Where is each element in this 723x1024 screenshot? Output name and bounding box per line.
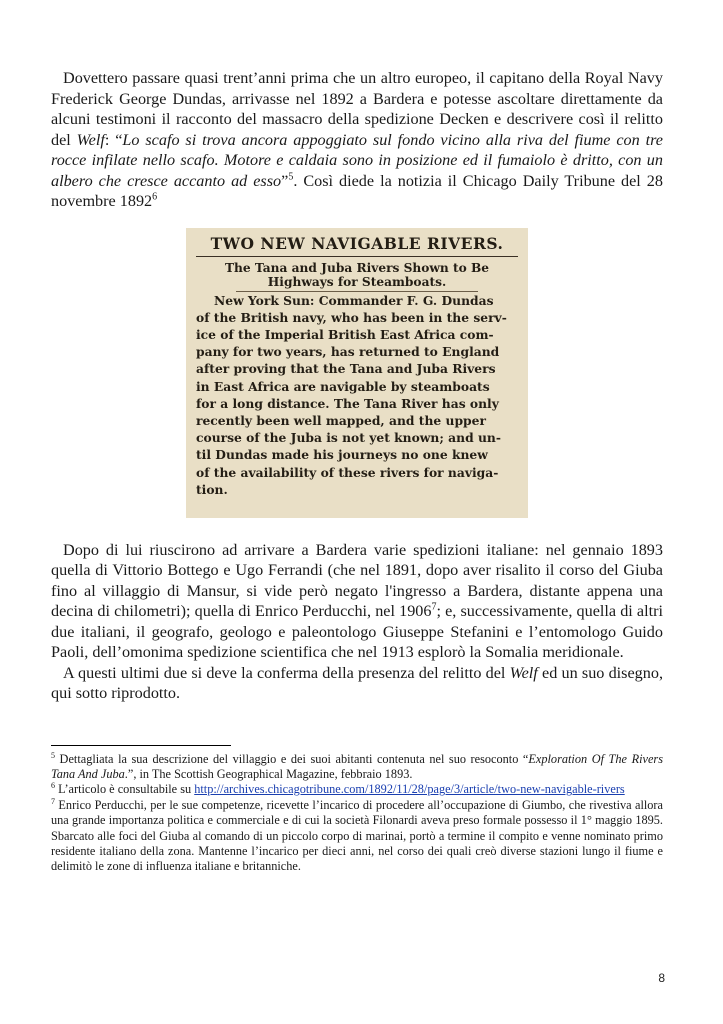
footnote-text: L’articolo è consultabile su	[55, 782, 195, 797]
para3-text: ed un suo disegno, qui sotto riprodotto.	[51, 663, 663, 702]
footnote-text: .”, in The Scottish Geographical Magazine, febbraio 1893.	[124, 766, 413, 781]
clipping-line: of the British navy, who has been in the serv-	[196, 309, 507, 325]
clipping-subhead-line: The Tana and Juba Rivers Shown to Be	[224, 260, 490, 275]
footnote-7	[51, 798, 663, 875]
clipping-headline: TWO NEW NAVIGABLE RIVERS.	[196, 234, 518, 257]
page-number: 8	[658, 971, 665, 985]
clipping-line: New York Sun: Commander F. G. Dundas	[214, 292, 494, 308]
paragraph-expeditions	[51, 540, 663, 663]
archive-link[interactable]: http://archives.chicagotribune.com/1892/11/28/page/3/article/two-new-navigable-rivers	[194, 782, 625, 797]
footnotes	[51, 752, 663, 875]
clipping-line: pany for two years, has returned to England	[196, 344, 500, 360]
clipping-subhead-line: Highways for Steamboats.	[267, 274, 447, 289]
footnote-text: Dettagliata la sua descrizione del villaggio e dei suoi abitanti contenuta nel suo resoconto “	[55, 751, 529, 766]
footnote-ref-6[interactable]: 6	[152, 191, 158, 203]
dundas-quote: Lo scafo si trova ancora appoggiato sul fondo vicino alla riva del fiume con tre rocce infilate nello scafo. Motore e caldaia sono in posizione ed il fumaiolo è dritto, con un albero che cresce accanto ad esso	[51, 130, 663, 190]
ship-name: Welf	[509, 663, 538, 682]
footnote-text: Enrico Perducchi, per le sue competenze, ricevette l’incarico di procedere all’occupazione di Giumbo, che rivestiva allora una grande importanza politica e commerciale e di cui la società Filonardi aveva preso formale possesso il 1° maggio 1895. Sbarcato alle foci del Giuba al comando di un piccolo corpo di marinai, portò a termine il compito e venne nominato primo residente italiano della zona. Mantenne l’incarico per dieci anni, nel corso dei quali creò diverse stazioni lungo il fiume e delimitò le zone di influenza italiane e britanniche.	[51, 797, 663, 874]
clipping-line: recently been well mapped, and the upper	[196, 412, 486, 428]
clipping-line: for a long distance. The Tana River has only	[196, 395, 499, 411]
newspaper-clipping-image	[186, 228, 528, 518]
paragraph-drawing	[51, 663, 663, 704]
clipping-line: in East Africa are navigable by steamboats	[196, 378, 490, 394]
clipping-subhead	[224, 260, 490, 292]
clipping-line: course of the Juba is not yet known; and un-	[196, 430, 501, 446]
para1-text: : “	[104, 130, 123, 149]
para1-text: ”	[281, 171, 289, 190]
para1-text: . Così diede la notizia il Chicago Daily Tribune del 28 novembre 1892	[51, 171, 663, 210]
footnote-number: 5	[51, 750, 55, 760]
clipping-line: of the availability of these rivers for naviga-	[196, 464, 499, 480]
para1-text: Dovettero passare quasi trent’anni prima che un altro europeo, il capitano della Royal Navy Frederick George Dundas, arrivasse nel 1892 a Bardera e potesse ascoltare direttamente da alcuni testimoni il racconto del massacro della spedizione Decken e descrivere così il relitto del	[51, 69, 663, 149]
footnote-6	[51, 782, 663, 797]
clipping-line: tion.	[196, 481, 228, 497]
clipping-line: after proving that the Tana and Juba Rivers	[196, 361, 496, 377]
footnote-title: Exploration Of The Rivers Tana And Juba	[51, 751, 663, 781]
para2-text: ; e, successivamente, quella di altri due italiani, il geografo, geologo e paleontologo Giuseppe Stefanini e l’entomologo Guido Paoli, dell’omonima spedizione scientifica che nel 1913 esplorò la Somalia meridionale.	[51, 602, 663, 661]
footnote-ref-7[interactable]: 7	[431, 601, 437, 613]
footnote-ref-5[interactable]: 5	[288, 171, 294, 183]
footnote-number: 6	[51, 781, 55, 791]
para2-text: Dopo di lui riuscirono ad arrivare a Bardera varie spedizioni italiane: nel gennaio 1893 quella di Vittorio Bottego e Ugo Ferrandi (che nel 1891, dopo aver risalito il corso del Giuba fino al villaggio di Mansur, si vide però negato l'ingresso a Bardera, distante appena una decina di chilometri); quella di Enrico Perducchi, nel 1906	[51, 540, 663, 620]
footnote-number: 7	[51, 796, 55, 806]
document-page	[51, 68, 663, 875]
footnote-5	[51, 752, 663, 783]
para3-text: A questi ultimi due si deve la conferma della presenza del relitto del	[63, 663, 510, 682]
newspaper-figure	[51, 228, 663, 518]
clipping-article	[196, 292, 518, 498]
footnote-separator	[51, 745, 231, 746]
clipping-line: ice of the Imperial British East Africa com-	[196, 326, 494, 342]
ship-name: Welf	[76, 130, 105, 149]
paragraph-dundas	[51, 68, 663, 212]
clipping-line: til Dundas made his journeys no one knew	[196, 447, 488, 463]
